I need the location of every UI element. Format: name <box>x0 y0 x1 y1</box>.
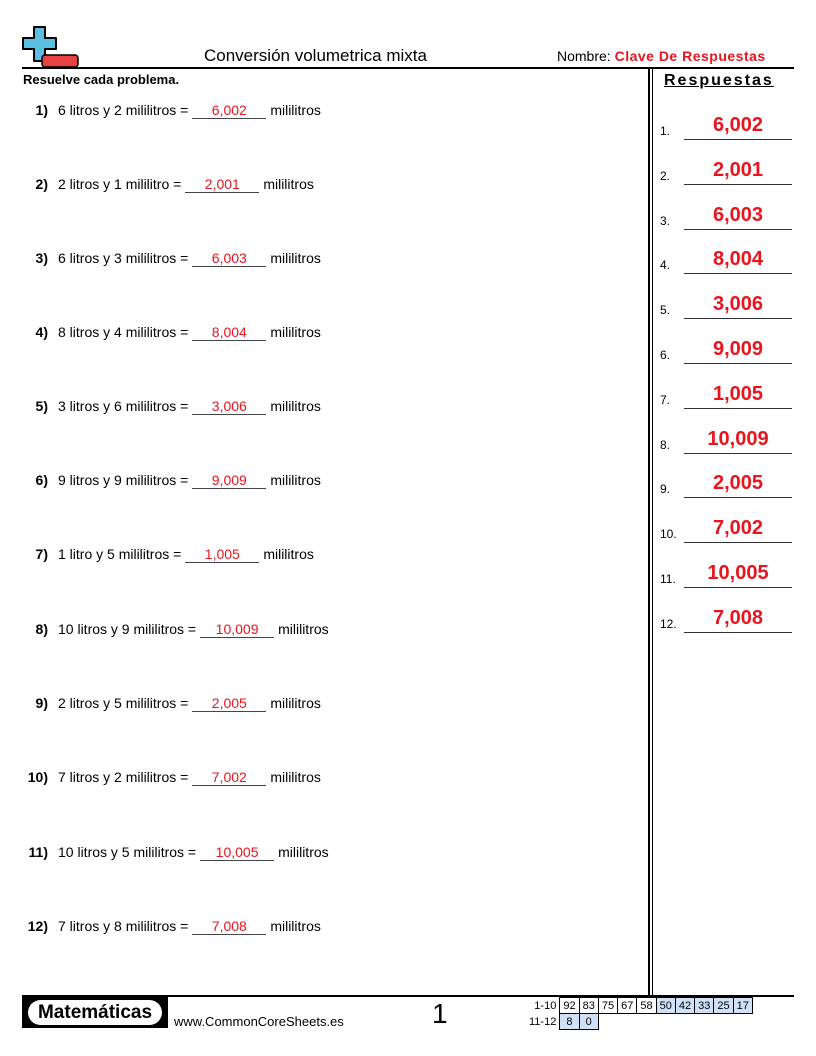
problem-row <box>0 324 321 341</box>
score-range: 1-10 <box>534 999 557 1012</box>
answer-number: 4. <box>660 258 671 273</box>
answer-line <box>684 139 792 140</box>
answer-number: 9. <box>660 482 671 497</box>
problem-row <box>0 102 321 119</box>
header-divider <box>22 67 794 69</box>
answer-number: 2. <box>660 168 671 183</box>
answer-line <box>684 408 792 409</box>
score-cell: 67 <box>618 998 637 1014</box>
score-range: 11-12 <box>529 1015 557 1028</box>
answer-blank: 8,004 <box>192 325 266 341</box>
unit-label: mililitros <box>270 250 321 266</box>
answer-number: 7. <box>660 392 671 407</box>
score-cell: 42 <box>675 998 694 1014</box>
score-cell: 83 <box>579 998 598 1014</box>
answer-line <box>684 273 792 274</box>
answer-value: 2,001 <box>712 158 764 181</box>
answer-key-item <box>660 558 792 588</box>
score-cell: 58 <box>637 998 656 1014</box>
problem-number: 8) <box>35 621 48 637</box>
answer-blank: 2,005 <box>192 696 266 712</box>
answer-key-item <box>660 513 792 543</box>
problem-text: 7 litros y 8 mililitros = <box>58 918 189 934</box>
answer-line <box>684 632 792 633</box>
answer-line <box>684 363 792 364</box>
name-label: Nombre: <box>557 48 611 64</box>
answer-number: 1. <box>660 124 671 138</box>
answer-key-item <box>660 110 792 140</box>
page-number: 1 <box>432 998 448 1029</box>
problem-number: 9) <box>35 695 48 711</box>
answer-blank: 6,003 <box>192 251 266 267</box>
unit-label: mililitros <box>270 324 321 340</box>
column-divider-inner <box>652 68 653 996</box>
answer-value: 7,008 <box>712 606 764 629</box>
problem-row <box>0 546 314 563</box>
score-cell: 25 <box>714 998 733 1014</box>
unit-label: mililitros <box>278 621 329 637</box>
score-table <box>526 997 753 1030</box>
answer-line <box>684 497 792 498</box>
answer-blank: 1,005 <box>185 547 259 563</box>
problem-text: 6 litros y 2 mililitros = <box>58 102 189 118</box>
problem-number: 6) <box>35 472 48 488</box>
answer-key-item <box>660 468 792 498</box>
brand-badge <box>22 997 168 1028</box>
problem-row <box>0 769 321 786</box>
answer-value: 6,002 <box>712 114 764 136</box>
unit-label: mililitros <box>270 472 321 488</box>
instructions: Resuelve cada problema. <box>23 72 180 87</box>
answer-key-item <box>660 200 792 230</box>
problem-row <box>0 918 321 935</box>
answer-blank: 7,002 <box>192 770 266 786</box>
answer-blank: 6,002 <box>192 103 266 119</box>
answer-value: 6,003 <box>712 203 764 226</box>
problem-row <box>0 250 321 267</box>
answer-number: 3. <box>660 213 671 228</box>
answer-key-item <box>660 379 792 409</box>
answer-blank: 10,005 <box>200 845 274 861</box>
problem-text: 9 litros y 9 mililitros = <box>58 472 189 488</box>
score-cell: 92 <box>560 998 579 1014</box>
answer-blank: 7,008 <box>192 919 266 935</box>
logo-icon <box>22 26 80 68</box>
answer-value: 10,009 <box>707 427 769 450</box>
problem-number: 1) <box>35 102 48 118</box>
problem-row <box>0 844 329 861</box>
answer-value: 3,006 <box>712 293 764 316</box>
problem-row <box>0 695 321 712</box>
answer-number: 10. <box>660 527 677 542</box>
answer-value: 1,005 <box>712 382 764 405</box>
answer-line <box>684 229 792 230</box>
unit-label: mililitros <box>263 176 314 192</box>
unit-label: mililitros <box>270 102 321 118</box>
problem-row <box>0 472 321 489</box>
answers-title: Respuestas <box>664 72 774 89</box>
name-value: Clave De Respuestas <box>614 48 766 64</box>
problem-text: 10 litros y 5 mililitros = <box>58 844 197 860</box>
answer-value: 9,009 <box>712 338 764 360</box>
problem-row <box>0 398 321 415</box>
problem-number: 12) <box>27 918 48 934</box>
answer-line <box>684 184 792 185</box>
answer-key-item <box>660 424 792 454</box>
problem-text: 6 litros y 3 mililitros = <box>58 250 189 266</box>
problem-number: 5) <box>35 398 48 414</box>
name-field <box>557 48 766 64</box>
problem-number: 7) <box>35 546 48 562</box>
answer-key-item <box>660 155 792 185</box>
problem-row <box>0 621 329 638</box>
unit-label: mililitros <box>278 844 329 860</box>
score-cell: 17 <box>733 998 752 1014</box>
unit-label: mililitros <box>270 769 321 785</box>
answer-blank: 2,001 <box>185 177 259 193</box>
unit-label: mililitros <box>270 695 321 711</box>
answer-value: 7,002 <box>712 517 764 540</box>
answer-line <box>684 587 792 588</box>
answer-blank: 10,009 <box>200 622 274 638</box>
answer-number: 8. <box>660 437 671 452</box>
answer-value: 8,004 <box>712 248 764 271</box>
score-cell: 50 <box>656 998 675 1014</box>
problem-text: 7 litros y 2 mililitros = <box>58 769 189 785</box>
score-cell: 8 <box>560 1014 579 1030</box>
problem-text: 1 litro y 5 mililitros = <box>58 546 182 562</box>
answer-key-item <box>660 334 792 364</box>
problem-number: 2) <box>35 176 48 192</box>
problem-text: 2 litros y 1 mililitro = <box>58 176 182 192</box>
problem-text: 3 litros y 6 mililitros = <box>58 398 189 414</box>
unit-label: mililitros <box>270 918 321 934</box>
problem-number: 4) <box>35 324 48 340</box>
problem-number: 11) <box>28 844 48 860</box>
brand-label: Matemáticas <box>28 1000 162 1025</box>
answer-key-item <box>660 603 792 633</box>
answer-line <box>684 318 792 319</box>
unit-label: mililitros <box>263 546 314 562</box>
answer-blank: 3,006 <box>192 399 266 415</box>
score-cell: 75 <box>598 998 617 1014</box>
answer-line <box>684 542 792 543</box>
answer-number: 11. <box>660 572 676 586</box>
site-url: www.CommonCoreSheets.es <box>174 1014 344 1029</box>
problem-text: 2 litros y 5 mililitros = <box>58 695 189 711</box>
answer-line <box>684 453 792 454</box>
answer-value: 2,005 <box>712 472 764 495</box>
score-cell: 0 <box>579 1014 598 1030</box>
worksheet-title: Conversión volumetrica mixta <box>204 46 427 65</box>
answer-number: 6. <box>660 348 671 362</box>
problem-number: 10) <box>27 769 48 785</box>
answer-blank: 9,009 <box>192 473 266 489</box>
problem-number: 3) <box>35 250 48 266</box>
score-cell: 33 <box>695 998 714 1014</box>
answer-key-item <box>660 289 792 319</box>
column-divider <box>648 68 650 996</box>
unit-label: mililitros <box>270 398 321 414</box>
answer-value: 10,005 <box>707 562 769 584</box>
problem-row <box>0 176 314 193</box>
answer-key-item <box>660 244 792 274</box>
answer-number: 12. <box>660 616 677 631</box>
problem-text: 10 litros y 9 mililitros = <box>58 621 197 637</box>
answer-number: 5. <box>660 303 671 318</box>
problem-text: 8 litros y 4 mililitros = <box>58 324 189 340</box>
